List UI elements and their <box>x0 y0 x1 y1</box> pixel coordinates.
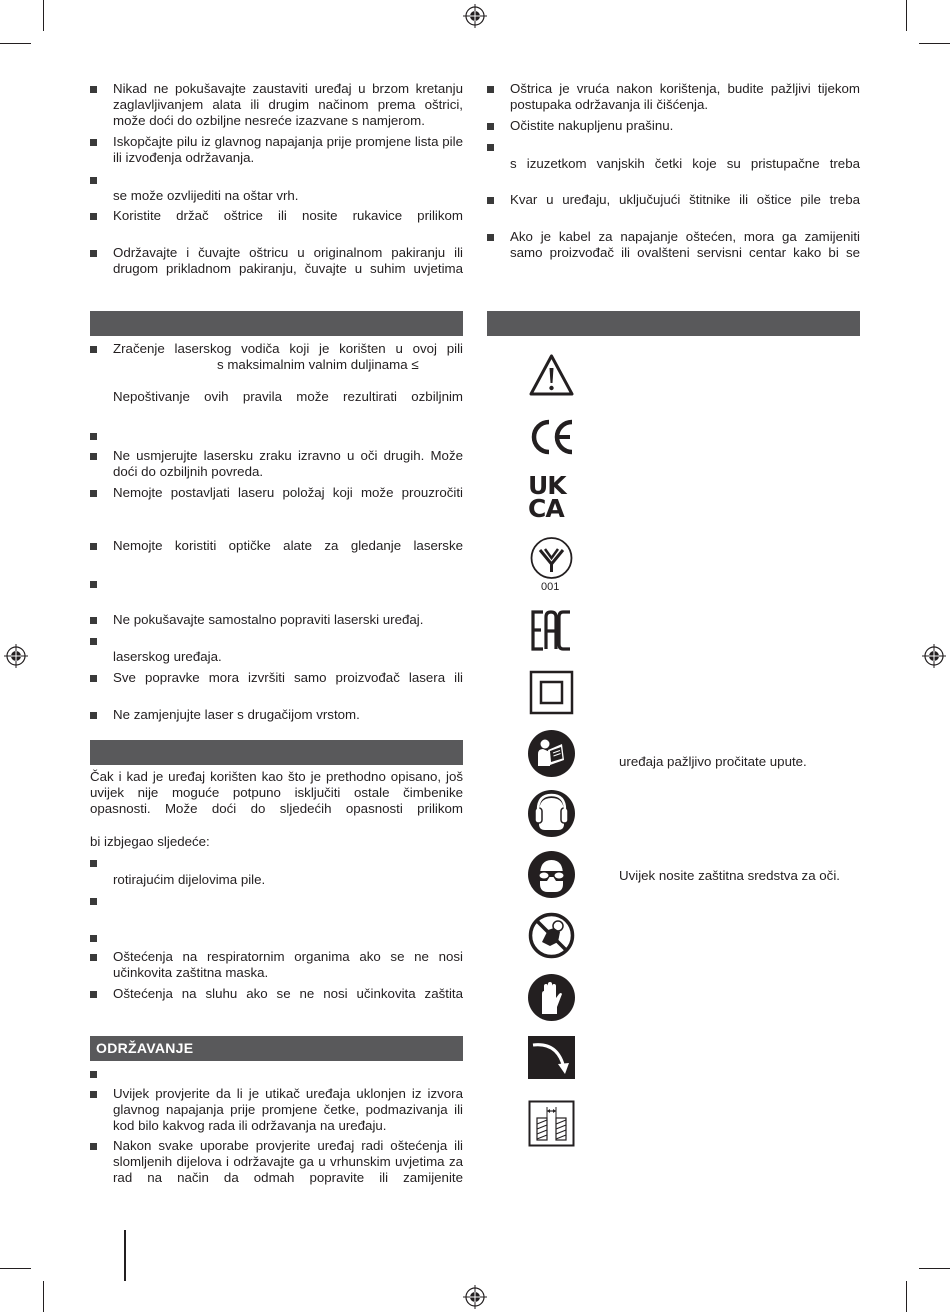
read-manual-text: uređaja pažljivo pročitate upute. <box>619 754 807 769</box>
gloves-icon <box>528 974 575 1021</box>
registration-mark-icon <box>463 1285 487 1309</box>
crop-mark <box>906 1281 907 1312</box>
eac-mark-icon <box>528 607 575 654</box>
continuation-text: se može ozvlijediti na oštar vrh. <box>113 188 299 203</box>
crop-mark <box>0 1268 31 1269</box>
bullet-icon <box>90 543 97 550</box>
crop-mark <box>906 0 907 31</box>
crop-mark <box>919 1268 950 1269</box>
bullet-icon <box>90 638 97 645</box>
warning-triangle-icon <box>528 352 575 399</box>
bullet-icon <box>90 86 97 93</box>
section-header-symbols <box>487 311 860 336</box>
bullet-icon <box>90 490 97 497</box>
crop-mark <box>919 43 950 44</box>
bullet-icon <box>90 617 97 624</box>
section-header-residual <box>90 740 463 765</box>
section-header-maintenance: ODRŽAVANJE <box>90 1036 463 1061</box>
bullet-icon <box>487 123 494 130</box>
crop-mark <box>43 0 44 31</box>
bullet-icon <box>90 453 97 460</box>
bullet-icon <box>90 177 97 184</box>
rotation-direction-icon <box>528 1036 575 1079</box>
bullet-icon <box>90 860 97 867</box>
right-column: Oštrica je vruća nakon korištenja, budite pažljivi tijekom postupaka održavanja ili čišćenja. Očistite nakupljenu prašinu. s izuzetkom vanjskih četki koje su pristupačne treba Kvar u uređaju, uključujući štitnike ili oštice pile treba Ako je kabel za napajanje oštećen, mora ga zamijeniti samo proizvođač ili ovalšteni servisni centar kako bi se <box>487 0 860 1312</box>
crop-mark <box>0 43 31 44</box>
bullet-icon <box>90 898 97 905</box>
bullet-icon <box>487 144 494 151</box>
bullet-icon <box>90 1143 97 1150</box>
class-ii-double-insulation-icon <box>528 669 575 716</box>
ear-protection-icon <box>528 790 575 837</box>
read-manual-icon <box>528 730 575 777</box>
ua-conformity-mark-icon <box>528 536 575 580</box>
ua-code-label: 001 <box>541 581 560 593</box>
bullet-icon <box>90 675 97 682</box>
laser-wavelength-text: s maksimalnim valnim duljinama ≤ <box>217 357 419 372</box>
ce-mark-icon <box>528 414 575 461</box>
bullet-icon <box>90 1071 97 1078</box>
registration-mark-icon <box>922 644 946 668</box>
registration-mark-icon <box>463 4 487 28</box>
eye-protection-icon <box>528 851 575 898</box>
bullet-icon <box>90 954 97 961</box>
bullet-icon <box>90 581 97 588</box>
bullet-icon <box>90 250 97 257</box>
bullet-icon <box>90 213 97 220</box>
bullet-icon <box>487 86 494 93</box>
left-column: Nikad ne pokušavajte zaustaviti uređaj u brzom kretanju zaglavljivanjem alata ili drugim načinom prema oštrici, može doći do ozbiljne nesreće izazvane s namjerom. Iskopčajte pilu iz glavnog napajanja prije promjene lista pile ili izvođenja održavanja. se može ozvlijediti na oštar vrh. Koristite držač oštrice ili nosite rukavice prilikom Održavajte i čuvajte oštricu u originalnom pakiranju ili drugom prikladnom pakiranju, čuvajte u suhim uvjetima Zračenje laserskog vodiča koji je korišten u ovoj pili s maksimalnim valnim duljinama ≤ Nepoštivanje ovih pravila može rezultirati ozbiljnim Ne usmjerujte lasersku zraku izravno u oči drugih. Može doći do ozbiljnih povreda. Nemojte postavljati laseru položaj koji može prouzročiti Nemojte koristiti optičke alate za gledanje laserske Ne pokušavajte samostalno popraviti laserski uređaj. laserskog uređaja. Sve popravke mora izvršiti samo proizvođač lasera ili Ne zamjenjujte laser s drugačijom vrstom. Čak i kad je uređaj korišten kao što je prethodno opisano, još uvijek nije moguće potpuno isključiti ostale čimbenike opasnosti. Može doći do sljedećih opasnosti prilikom bi izbjegao sljedeće: rotirajućim dijelovima pile. Oštećenja na respiratornim organima ako se ne nosi učinkovita zaštitna maska. Oštećenja na sluhu ako se ne nosi učinkovita zaštita ODRŽAVANJE Uvijek provjerite da li je utikač uređaja uklonjen iz izvora glavnog napajanja prije promjene četke, podmazivanja ili kod bilo kakvog rada ili održavanja na uređaju. Nakon svake uporabe provjerite uređaj radi oštećenja ili slomljenih dijelova i održavajte ga u vrhunskim uvjetima za rad na način da odmah popravite ili zamijenite <box>90 81 463 1185</box>
residual-intro: Čak i kad je uređaj korišten kao što je prethodno opisano, još uvijek nije moguće potpuno isključiti ostale čimbenike opasnosti. Može doći do sljedećih opasnosti prilikom <box>90 769 463 816</box>
bullet-icon <box>90 935 97 942</box>
eye-protection-text: Uvijek nosite zaštitna sredstva za oči. <box>619 868 840 883</box>
registration-mark-icon <box>4 644 28 668</box>
bullet-icon <box>90 1091 97 1098</box>
ukca-mark-icon: UK CA <box>528 471 566 523</box>
residual-intro-2: bi izbjegao sljedeće: <box>90 834 210 849</box>
continuation-text: rotirajućim dijelovima pile. <box>113 872 266 887</box>
continuation-text: laserskog uređaja. <box>113 649 222 664</box>
bullet-icon <box>487 234 494 241</box>
laser-note: Nepoštivanje ovih pravila može rezultirati ozbiljnim <box>113 389 463 404</box>
bullet-icon <box>90 346 97 353</box>
crop-mark <box>43 1281 44 1312</box>
bullet-icon <box>90 991 97 998</box>
bullet-icon <box>90 712 97 719</box>
cutting-depth-icon <box>528 1100 575 1147</box>
bullet-icon <box>90 433 97 440</box>
continuation-text: s izuzetkom vanjskih četki koje su pristupačne treba <box>510 156 860 171</box>
section-header-laser <box>90 311 463 336</box>
bullet-icon <box>487 197 494 204</box>
bullet-icon <box>90 139 97 146</box>
no-hands-prohibition-icon <box>528 912 575 959</box>
